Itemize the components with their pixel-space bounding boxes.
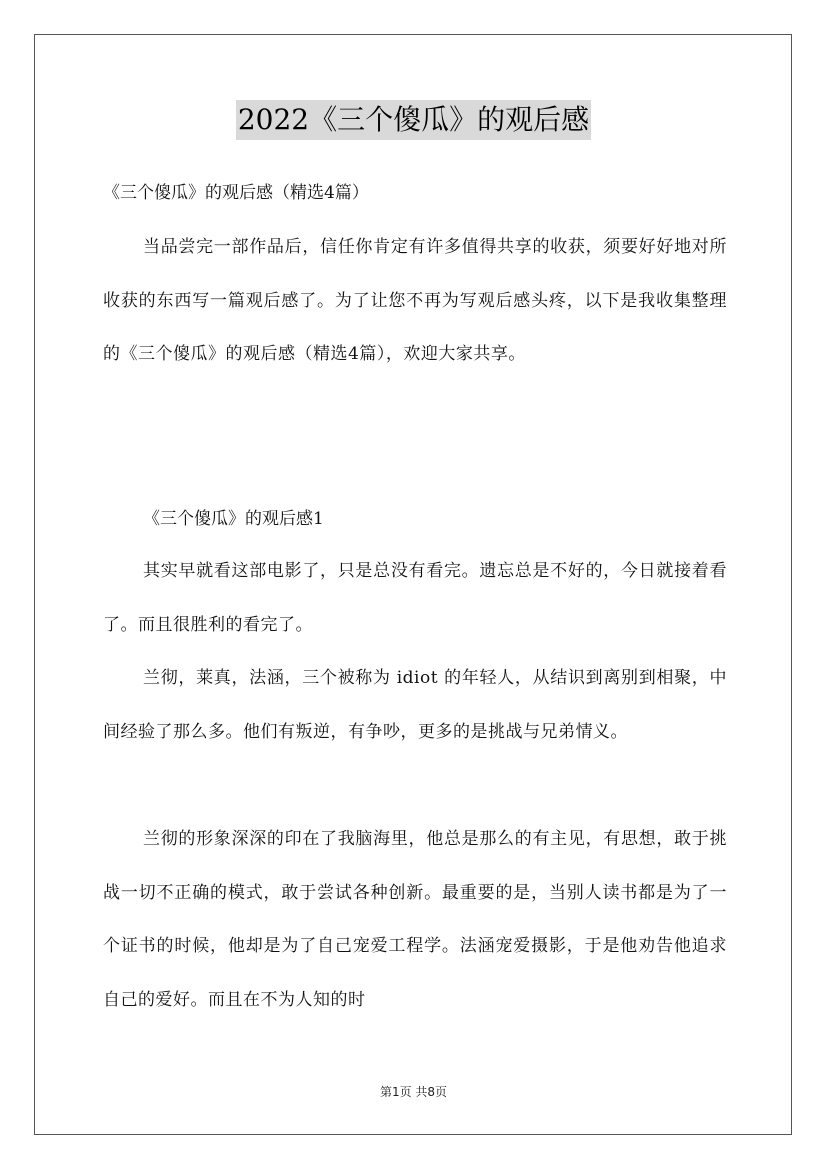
- document-title: 2022《三个傻瓜》的观后感: [236, 100, 591, 140]
- body-paragraph-2: 兰彻，莱真，法涵，三个被称为 idiot 的年轻人，从结识到离别到相聚，中间经验了那么多。他们有叛逆，有争吵，更多的是挑战与兄弟情义。: [103, 668, 727, 742]
- section-heading: 《三个傻瓜》的观后感1: [143, 509, 324, 529]
- document-subtitle: 《三个傻瓜》的观后感（精选4篇）: [103, 183, 369, 203]
- body-paragraph-3: 兰彻的形象深深的印在了我脑海里，他总是那么的有主见，有思想，敢于挑战一切不正确的模式，敢于尝试各种创新。最重要的是，当别人读书都是为了一个证书的时候，他却是为了自己宠爱工程学。法涵宠爱摄影，于是他劝告他追求自己的爱好。而且在不为人知的时: [103, 829, 727, 1010]
- intro-paragraph: 当品尝完一部作品后，信任你肯定有许多值得共享的收获，须要好好地对所收获的东西写一篇观后感了。为了让您不再为写观后感头疼，以下是我收集整理的《三个傻瓜》的观后感（精选4篇），欢迎大家共享。: [103, 237, 727, 364]
- page-number-footer: 第1页 共8页: [379, 1085, 448, 1099]
- body-paragraph-1: 其实早就看这部电影了，只是总没有看完。遗忘总是不好的，今日就接着看了。而且很胜利的看完了。: [103, 561, 727, 635]
- title-container: [0, 100, 827, 140]
